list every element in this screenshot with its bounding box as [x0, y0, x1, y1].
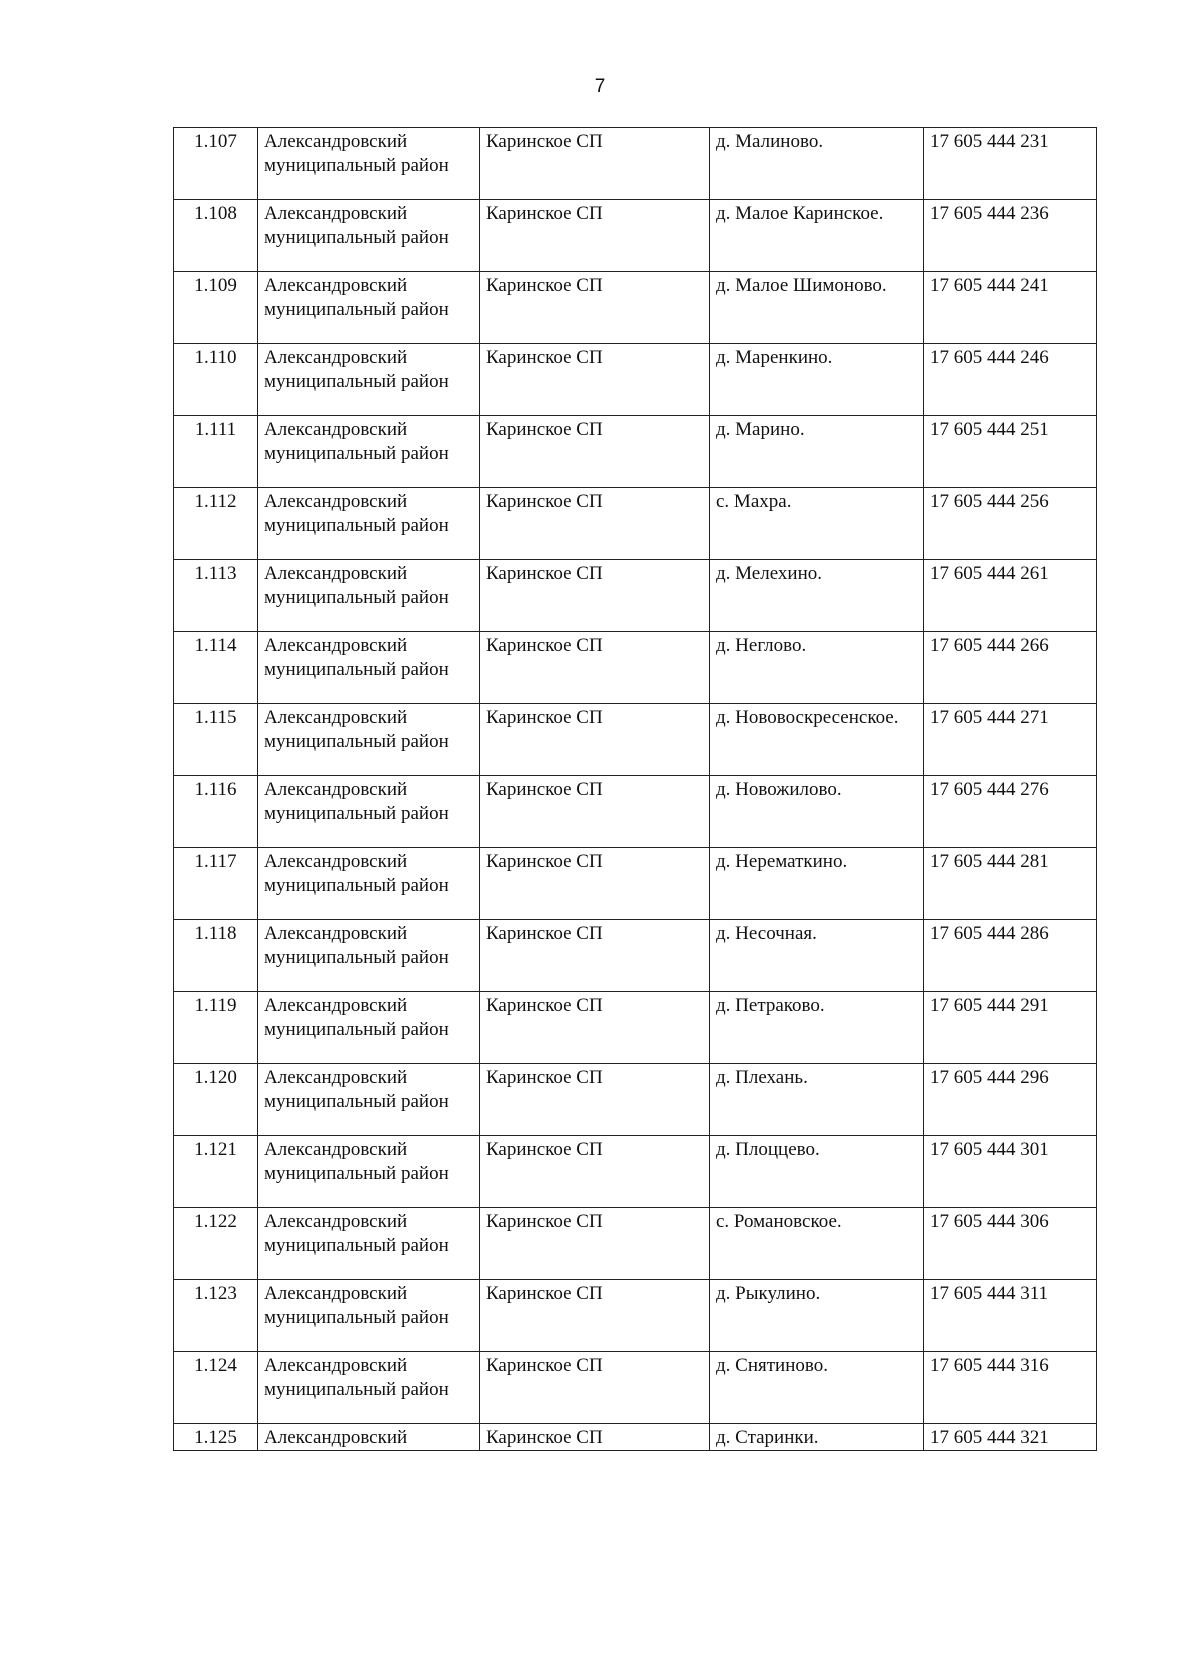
district-cell: Александровский муниципальный район	[258, 848, 480, 920]
settlement-name-cell: с. Романовское.	[710, 1208, 924, 1280]
rural-settlement-cell: Каринское СП	[480, 416, 710, 488]
table-row	[174, 632, 1097, 704]
table-row	[174, 992, 1097, 1064]
table-row	[174, 128, 1097, 200]
table-row	[174, 920, 1097, 992]
settlement-name-cell: с. Махра.	[710, 488, 924, 560]
oktmo-code-cell: 17 605 444 241	[924, 272, 1097, 344]
settlement-name-cell: д. Нерематкино.	[710, 848, 924, 920]
oktmo-code-cell: 17 605 444 261	[924, 560, 1097, 632]
table-row	[174, 416, 1097, 488]
page-number: 7	[594, 76, 606, 97]
table-row	[174, 344, 1097, 416]
row-number-cell: 1.114	[174, 632, 258, 704]
settlement-name-cell: д. Нововоскресенское.	[710, 704, 924, 776]
settlement-name-cell: д. Петраково.	[710, 992, 924, 1064]
district-cell: Александровский муниципальный район	[258, 1136, 480, 1208]
row-number-cell: 1.115	[174, 704, 258, 776]
row-number-cell: 1.124	[174, 1352, 258, 1424]
rural-settlement-cell: Каринское СП	[480, 560, 710, 632]
district-cell: Александровский муниципальный район	[258, 272, 480, 344]
row-number-cell: 1.121	[174, 1136, 258, 1208]
table-row	[174, 1280, 1097, 1352]
rural-settlement-cell: Каринское СП	[480, 848, 710, 920]
table-row	[174, 1064, 1097, 1136]
row-number-cell: 1.109	[174, 272, 258, 344]
table-row	[174, 1136, 1097, 1208]
district-cell: Александровский муниципальный район	[258, 992, 480, 1064]
oktmo-code-cell: 17 605 444 256	[924, 488, 1097, 560]
settlement-name-cell: д. Рыкулино.	[710, 1280, 924, 1352]
district-cell: Александровский муниципальный район	[258, 560, 480, 632]
settlement-name-cell: д. Старинки.	[710, 1424, 924, 1451]
row-number-cell: 1.116	[174, 776, 258, 848]
oktmo-code-cell: 17 605 444 321	[924, 1424, 1097, 1451]
rural-settlement-cell: Каринское СП	[480, 1064, 710, 1136]
rural-settlement-cell: Каринское СП	[480, 272, 710, 344]
row-number-cell: 1.119	[174, 992, 258, 1064]
district-cell: Александровский муниципальный район	[258, 632, 480, 704]
settlement-name-cell: д. Неглово.	[710, 632, 924, 704]
oktmo-code-cell: 17 605 444 306	[924, 1208, 1097, 1280]
oktmo-code-cell: 17 605 444 281	[924, 848, 1097, 920]
district-cell: Александровский муниципальный район	[258, 776, 480, 848]
settlement-name-cell: д. Малое Шимоново.	[710, 272, 924, 344]
rural-settlement-cell: Каринское СП	[480, 488, 710, 560]
table-row	[174, 488, 1097, 560]
oktmo-code-cell: 17 605 444 236	[924, 200, 1097, 272]
settlement-name-cell: д. Несочная.	[710, 920, 924, 992]
district-cell: Александровский	[258, 1424, 480, 1451]
oktmo-code-cell: 17 605 444 296	[924, 1064, 1097, 1136]
rural-settlement-cell: Каринское СП	[480, 920, 710, 992]
row-number-cell: 1.107	[174, 128, 258, 200]
district-cell: Александровский муниципальный район	[258, 128, 480, 200]
row-number-cell: 1.113	[174, 560, 258, 632]
district-cell: Александровский муниципальный район	[258, 416, 480, 488]
district-cell: Александровский муниципальный район	[258, 200, 480, 272]
oktmo-code-cell: 17 605 444 316	[924, 1352, 1097, 1424]
rural-settlement-cell: Каринское СП	[480, 200, 710, 272]
rural-settlement-cell: Каринское СП	[480, 1352, 710, 1424]
settlements-table-body	[174, 128, 1097, 1451]
settlement-name-cell: д. Плехань.	[710, 1064, 924, 1136]
row-number-cell: 1.111	[174, 416, 258, 488]
row-number-cell: 1.123	[174, 1280, 258, 1352]
oktmo-code-cell: 17 605 444 276	[924, 776, 1097, 848]
district-cell: Александровский муниципальный район	[258, 1064, 480, 1136]
rural-settlement-cell: Каринское СП	[480, 1424, 710, 1451]
table-row	[174, 848, 1097, 920]
row-number-cell: 1.122	[174, 1208, 258, 1280]
row-number-cell: 1.117	[174, 848, 258, 920]
row-number-cell: 1.125	[174, 1424, 258, 1451]
district-cell: Александровский муниципальный район	[258, 344, 480, 416]
rural-settlement-cell: Каринское СП	[480, 704, 710, 776]
oktmo-code-cell: 17 605 444 246	[924, 344, 1097, 416]
settlement-name-cell: д. Новожилово.	[710, 776, 924, 848]
table-row	[174, 1352, 1097, 1424]
rural-settlement-cell: Каринское СП	[480, 1280, 710, 1352]
table-row	[174, 776, 1097, 848]
table-row	[174, 704, 1097, 776]
oktmo-code-cell: 17 605 444 286	[924, 920, 1097, 992]
table-row	[174, 560, 1097, 632]
oktmo-code-cell: 17 605 444 231	[924, 128, 1097, 200]
table-row	[174, 200, 1097, 272]
district-cell: Александровский муниципальный район	[258, 488, 480, 560]
row-number-cell: 1.110	[174, 344, 258, 416]
row-number-cell: 1.108	[174, 200, 258, 272]
district-cell: Александровский муниципальный район	[258, 920, 480, 992]
district-cell: Александровский муниципальный район	[258, 1280, 480, 1352]
rural-settlement-cell: Каринское СП	[480, 992, 710, 1064]
table-row	[174, 1424, 1097, 1451]
settlement-name-cell: д. Марино.	[710, 416, 924, 488]
oktmo-code-cell: 17 605 444 266	[924, 632, 1097, 704]
oktmo-code-cell: 17 605 444 291	[924, 992, 1097, 1064]
settlement-name-cell: д. Малое Каринское.	[710, 200, 924, 272]
rural-settlement-cell: Каринское СП	[480, 776, 710, 848]
rural-settlement-cell: Каринское СП	[480, 344, 710, 416]
rural-settlement-cell: Каринское СП	[480, 632, 710, 704]
settlements-table	[173, 127, 1097, 1451]
district-cell: Александровский муниципальный район	[258, 704, 480, 776]
table-row	[174, 1208, 1097, 1280]
rural-settlement-cell: Каринское СП	[480, 1136, 710, 1208]
settlement-name-cell: д. Малиново.	[710, 128, 924, 200]
row-number-cell: 1.112	[174, 488, 258, 560]
settlement-name-cell: д. Снятиново.	[710, 1352, 924, 1424]
district-cell: Александровский муниципальный район	[258, 1208, 480, 1280]
settlement-name-cell: д. Мелехино.	[710, 560, 924, 632]
table-row	[174, 272, 1097, 344]
settlement-name-cell: д. Плоццево.	[710, 1136, 924, 1208]
oktmo-code-cell: 17 605 444 271	[924, 704, 1097, 776]
row-number-cell: 1.120	[174, 1064, 258, 1136]
district-cell: Александровский муниципальный район	[258, 1352, 480, 1424]
settlement-name-cell: д. Маренкино.	[710, 344, 924, 416]
oktmo-code-cell: 17 605 444 251	[924, 416, 1097, 488]
rural-settlement-cell: Каринское СП	[480, 128, 710, 200]
row-number-cell: 1.118	[174, 920, 258, 992]
oktmo-code-cell: 17 605 444 301	[924, 1136, 1097, 1208]
rural-settlement-cell: Каринское СП	[480, 1208, 710, 1280]
oktmo-code-cell: 17 605 444 311	[924, 1280, 1097, 1352]
